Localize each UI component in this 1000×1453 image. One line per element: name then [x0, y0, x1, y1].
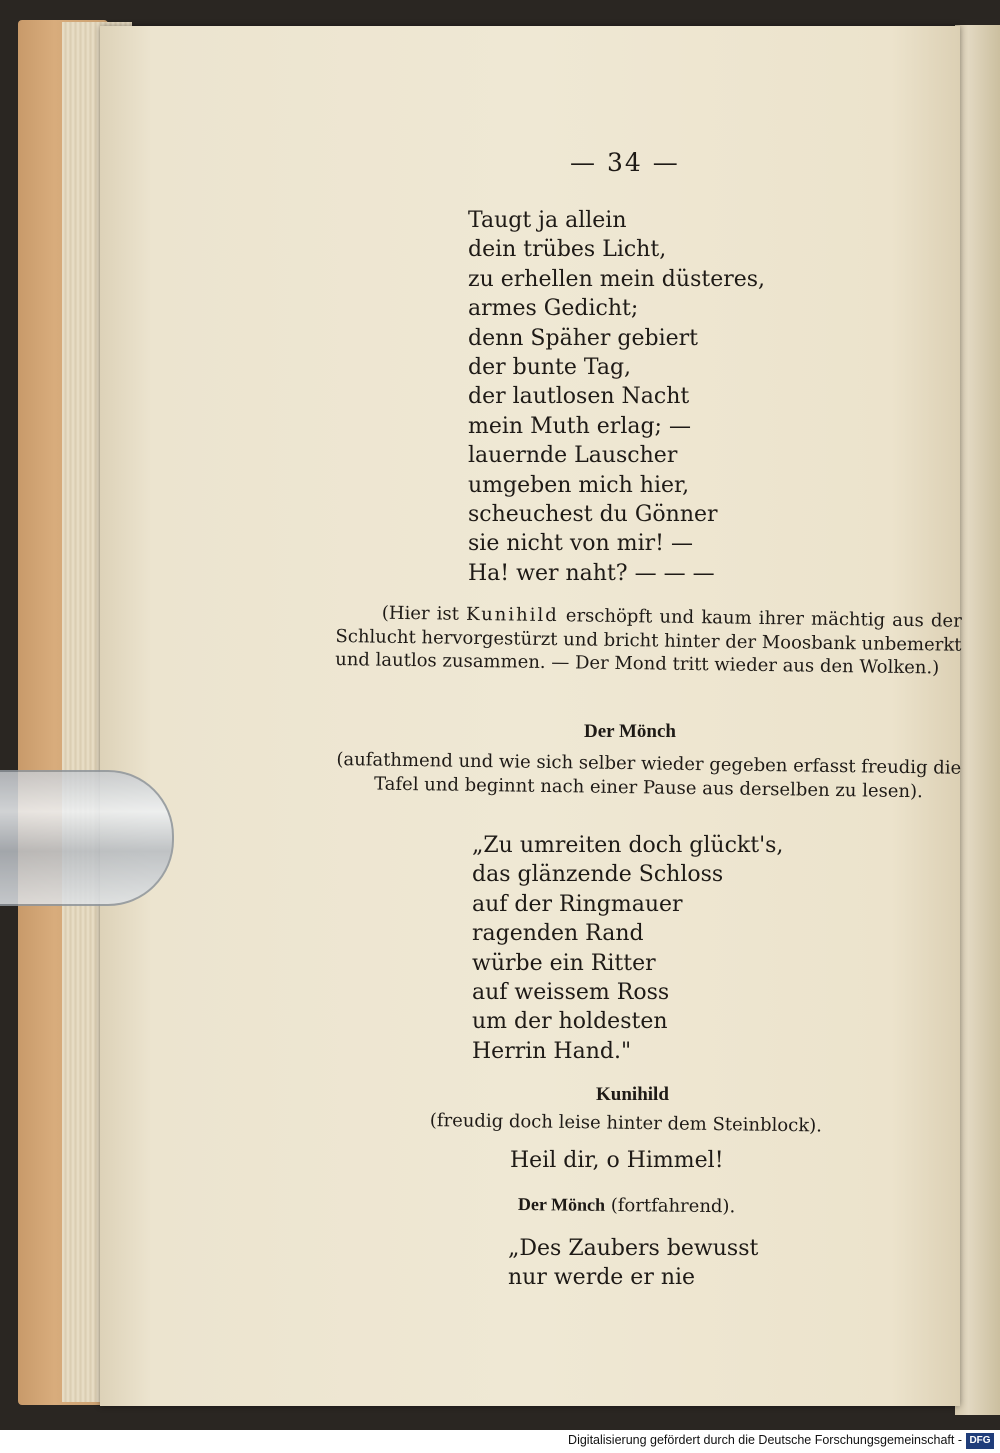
- verse-line: armes Gedicht;: [468, 296, 639, 322]
- verse-line: lauernde Lauscher: [468, 443, 678, 469]
- speaker-name: Kunihild: [596, 1084, 669, 1105]
- verse-line: auf weissem Ross: [472, 980, 670, 1006]
- book-cover-right: [955, 25, 1000, 1415]
- stage-direction-prefix: (Hier ist: [381, 602, 460, 625]
- verse-block-2: [472, 831, 783, 1066]
- stage-direction-3: (freudig doch leise hinter dem Steinblock).: [429, 1110, 823, 1137]
- verse-line: Taugt ja allein: [468, 208, 627, 233]
- verse-line: nur werde er nie: [508, 1265, 696, 1291]
- spoken-line: Heil dir, o Himmel!: [510, 1148, 724, 1173]
- verse-line: auf der Ringmauer: [472, 891, 683, 917]
- speaker-with-direction: [518, 1194, 736, 1217]
- footer-bar: [0, 1430, 1000, 1453]
- verse-line: scheuchest du Gönner: [468, 502, 718, 528]
- verse-line: dein trübes Licht,: [468, 237, 667, 263]
- page-number: — 34 —: [570, 148, 680, 177]
- verse-line: Ha! wer naht? — — —: [468, 560, 715, 586]
- verse-line: Herrin Hand.": [472, 1038, 632, 1064]
- verse-line: „Zu umreiten doch glückt's,: [472, 833, 784, 858]
- stage-direction-4: (fortfahrend).: [610, 1194, 736, 1218]
- book-page: [100, 26, 960, 1406]
- speaker-name: Der Mönch: [517, 1194, 606, 1215]
- verse-line: ragenden Rand: [472, 921, 644, 947]
- verse-line: um der holdesten: [472, 1009, 668, 1035]
- funding-notice: Digitalisierung gefördert durch die Deutsche Forschungsgemeinschaft -: [568, 1433, 962, 1447]
- verse-line: das glänzende Schloss: [472, 862, 724, 888]
- verse-line: „Des Zaubers bewusst: [508, 1236, 759, 1261]
- stage-direction-2: (aufathmend und wie sich selber wieder gegeben erfasst freudig die Tafel und beginnt nach einer Pause aus derselben zu lesen).: [336, 749, 962, 802]
- verse-line: denn Späher gebiert: [468, 325, 699, 351]
- verse-line: würbe ein Ritter: [472, 950, 656, 976]
- verse-line: der lautlosen Nacht: [468, 384, 690, 410]
- verse-block-1: [468, 206, 765, 588]
- verse-block-3: [508, 1234, 758, 1293]
- page-clip: [0, 770, 174, 906]
- stage-direction-text: erschöpft und kaum ihrer mächtig aus der Schlucht hervorgestürzt und bricht hinter der Moosbank unbemerkt und lautlos zusammen. — Der Mond tritt wieder aus den Wolken.): [335, 605, 962, 679]
- character-name-kunihild: Kunihild: [465, 603, 559, 627]
- dfg-logo: DFG: [966, 1433, 994, 1449]
- verse-line: mein Muth erlag; —: [468, 413, 691, 439]
- stage-direction-1: [335, 601, 962, 680]
- verse-line: umgeben mich hier,: [468, 472, 690, 498]
- speaker-name: Der Mönch: [584, 721, 676, 742]
- verse-line: der bunte Tag,: [468, 355, 632, 381]
- verse-line: sie nicht von mir! —: [468, 531, 693, 557]
- verse-line: zu erhellen mein düsteres,: [468, 266, 766, 292]
